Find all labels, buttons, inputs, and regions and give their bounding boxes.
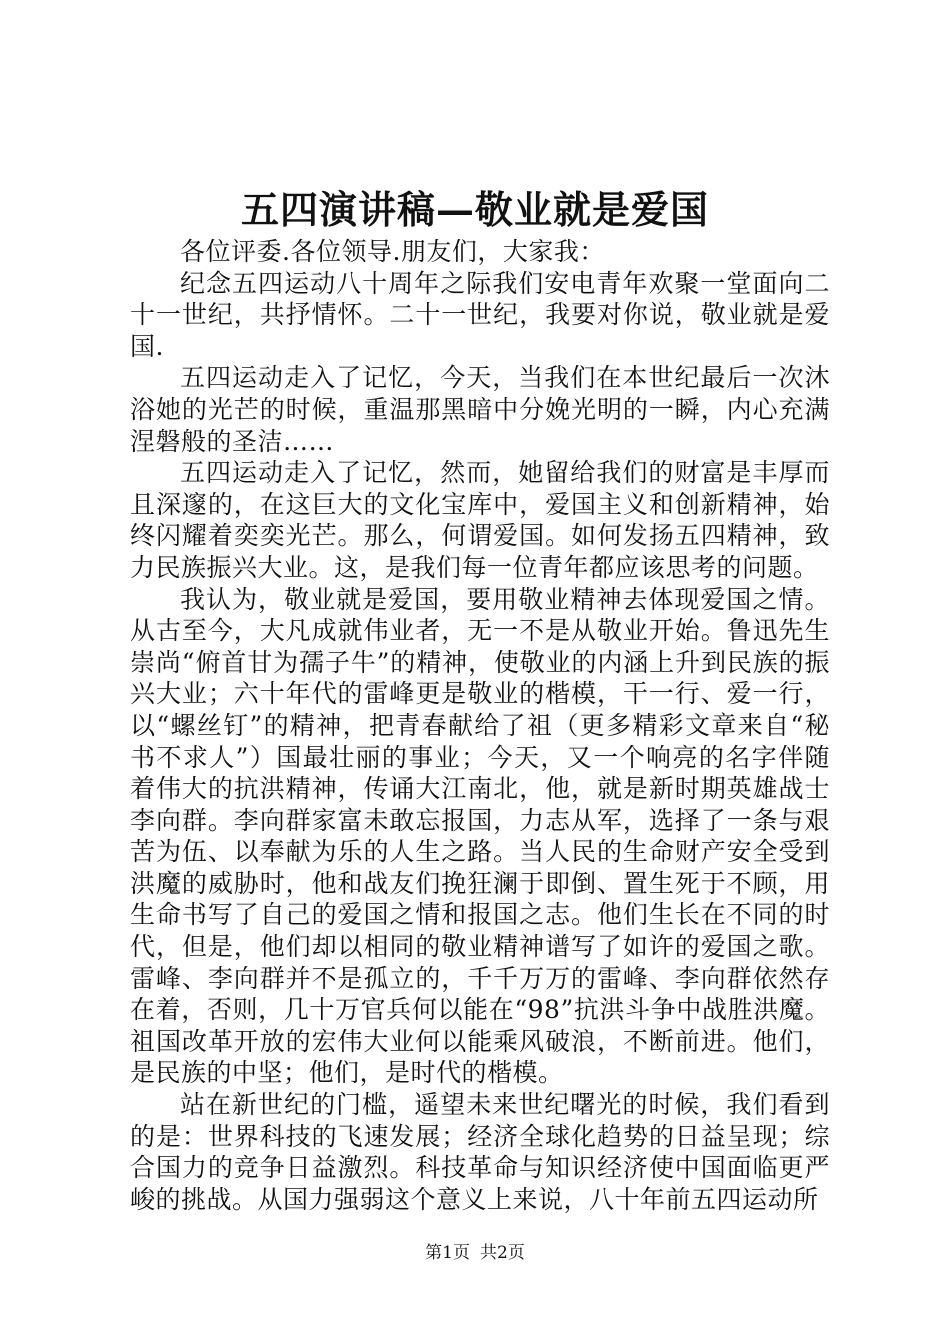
paragraph-5: 站在新世纪的门槛，遥望未来世纪曙光的时候，我们看到的是：世界科技的飞速发展；经济全球化趋势的日益呈现；综合国力的竞争日益激烈。科技革命与知识经济使中国面临更严峻的挑战。从国力强弱这个意义上来说，八十年前五四运动所 xyxy=(130,1090,830,1214)
paragraph-salutation: 各位评委.各位领导.朋友们，大家我： xyxy=(180,237,605,266)
document-title: 五四演讲稿—敬业就是爱国 xyxy=(240,187,709,232)
paragraph-2: 五四运动走入了记忆，今天，当我们在本世纪最后一次沐浴她的光芒的时候，重温那黑暗中分娩光明的一瞬，内心充满涅磐般的圣洁…… xyxy=(130,363,830,456)
document-body xyxy=(130,236,830,1215)
page-footer xyxy=(0,1242,950,1264)
paragraph-1: 纪念五四运动八十周年之际我们安电青年欢聚一堂面向二十一世纪，共抒情怀。二十一世纪，我要对你说，敬业就是爱国. xyxy=(130,268,830,361)
page-number-total: 共2页 xyxy=(480,1243,525,1263)
paragraph-3: 五四运动走入了记忆，然而，她留给我们的财富是丰厚而且深邃的，在这巨大的文化宝库中，爱国主义和创新精神，始终闪耀着奕奕光芒。那么，何谓爱国。如何发扬五四精神，致力民族振兴大业。这，是我们每一位青年都应该思考的问题。 xyxy=(130,458,830,582)
paragraph-4: 我认为，敬业就是爱国，要用敬业精神去体现爱国之情。从古至今，大凡成就伟业者，无一不是从敬业开始。鲁迅先生崇尚“俯首甘为孺子牛”的精神，使敬业的内涵上升到民族的振兴大业；六十年代的雷峰更是敬业的楷模，干一行、爱一行，以“螺丝钉”的精神，把青春献给了祖（更多精彩文章来自“秘书不求人”）国最壮丽的事业；今天，又一个响亮的名字伴随着伟大的抗洪精神，传诵大江南北，他，就是新时期英雄战士李向群。李向群家富未敢忘报国，力志从军，选择了一条与艰苦为伍、以奉献为乐的人生之路。当人民的生命财产安全受到洪魔的威胁时，他和战友们挽狂澜于即倒、置生死于不顾，用生命书写了自己的爱国之情和报国之志。他们生长在不同的时代，但是，他们却以相同的敬业精神谱写了如许的爱国之歌。雷峰、李向群并不是孤立的，千千万万的雷峰、李向群依然存在着，否则，几十万官兵何以能在“98”抗洪斗争中战胜洪魔。祖国改革开放的宏伟大业何以能乘风破浪，不断前进。他们，是民族的中坚；他们，是时代的楷模。 xyxy=(130,584,830,1088)
page-number-current: 第1页 xyxy=(425,1243,470,1263)
